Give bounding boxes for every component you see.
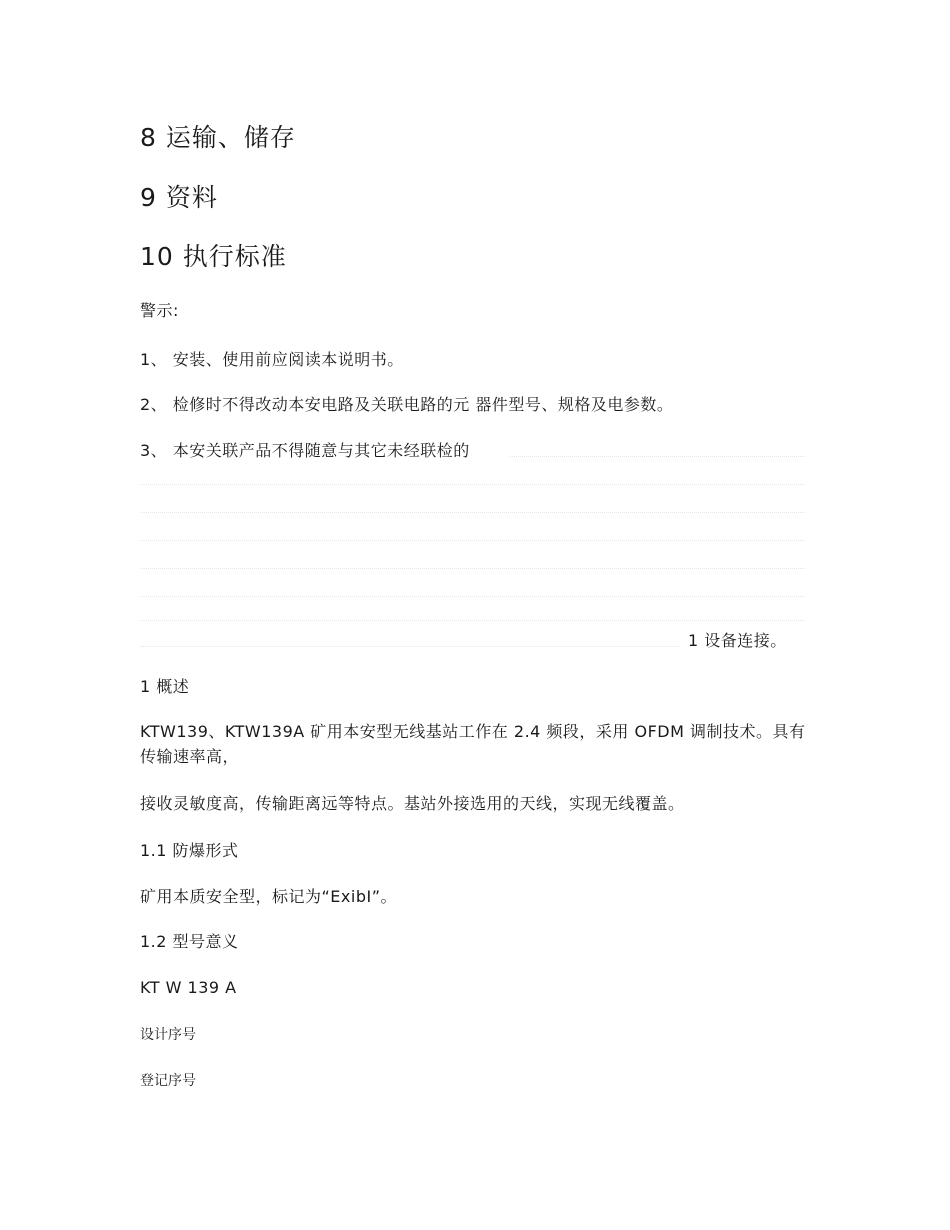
faint-line <box>510 456 805 457</box>
section-1-1-heading: 1.1 防爆形式 <box>140 841 239 860</box>
faint-line <box>140 620 805 621</box>
label-register-number: 登记序号 <box>140 1073 196 1089</box>
section-1-heading: 1 概述 <box>140 677 190 696</box>
section-1-paragraph-2: 接收灵敏度高，传输距离远等特点。基站外接选用的天线，实现无线覆盖。 <box>140 794 685 813</box>
label-design-number: 设计序号 <box>140 1027 196 1043</box>
model-code: KT W 139 A <box>140 978 237 997</box>
warning-item-3-end: 1 设备连接。 <box>688 631 787 650</box>
faint-line <box>140 646 680 647</box>
faint-line <box>140 484 805 485</box>
section-1-paragraph-1: KTW139、KTW139A 矿用本安型无线基站工作在 2.4 频段，采用 OFDM 调制技术。具有传输速率高， <box>140 722 806 766</box>
faint-line <box>140 512 805 513</box>
section-1-1-body: 矿用本质安全型，标记为“ExibI”。 <box>140 887 397 906</box>
warning-title: 警示: <box>140 301 179 320</box>
toc-item-9: 9 资料 <box>140 183 218 212</box>
warning-item-2: 2、 检修时不得改动本安电路及关联电路的元 器件型号、规格及电参数。 <box>140 395 674 414</box>
faint-line <box>140 596 805 597</box>
toc-item-10: 10 执行标准 <box>140 242 287 271</box>
section-1-2-heading: 1.2 型号意义 <box>140 932 239 951</box>
faint-line <box>140 540 805 541</box>
faint-line <box>140 568 805 569</box>
warning-item-3: 3、 本安关联产品不得随意与其它未经联检的 <box>140 441 470 460</box>
warning-item-1: 1、 安装、使用前应阅读本说明书。 <box>140 350 404 369</box>
toc-item-8: 8 运输、储存 <box>140 123 296 152</box>
